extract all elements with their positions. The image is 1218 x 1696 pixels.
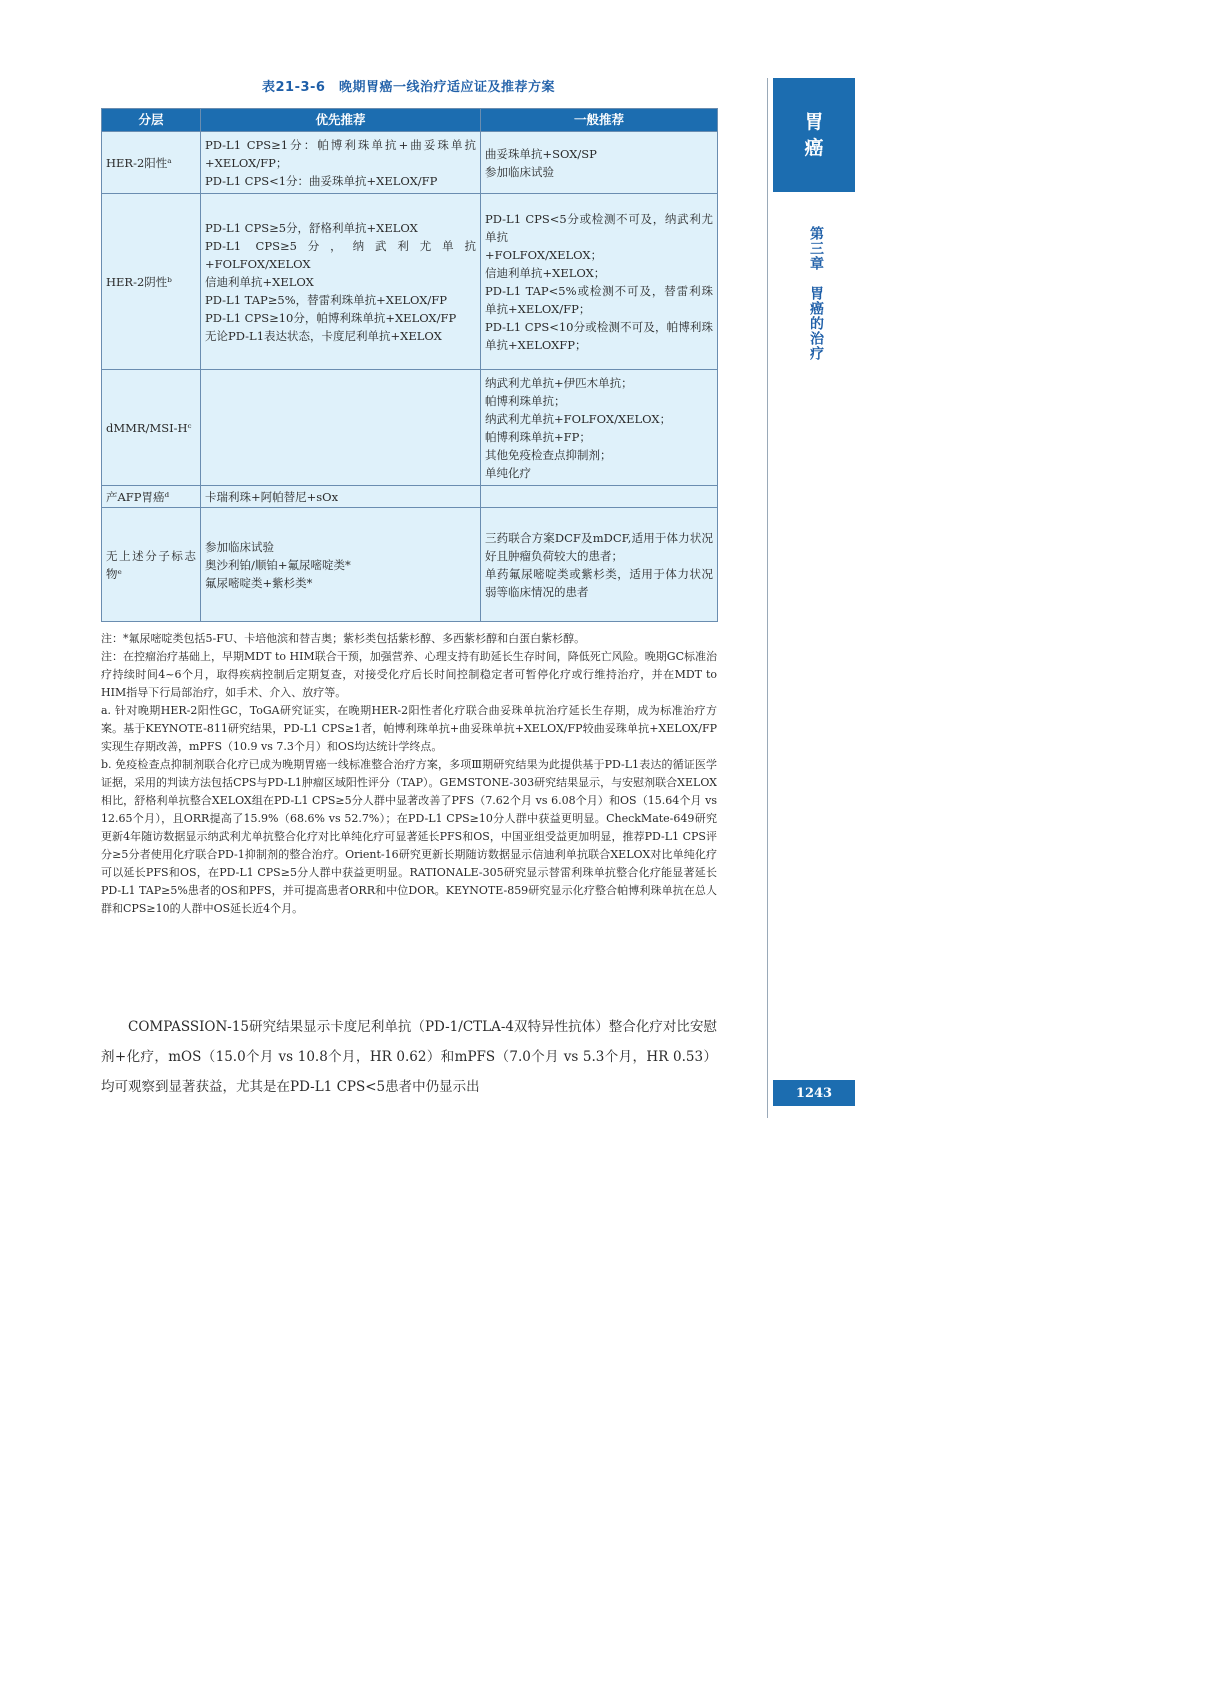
general-item: +FOLFOX/XELOX； [485, 247, 603, 262]
priority-item: PD-L1 CPS≥5分，舒格利单抗+XELOX [205, 220, 418, 235]
priority-item: 奥沙利铂/顺铂+氟尿嘧啶类* [205, 557, 351, 572]
general-cell [481, 132, 718, 194]
general-item: PD-L1 TAP<5%或检测不可及，替雷利珠单抗+XELOX/FP； [485, 283, 713, 316]
general-item: PD-L1 CPS<5分或检测不可及，纳武利尤单抗 [485, 211, 713, 244]
priority-item: PD-L1 CPS≥5分，纳武利尤单抗+FOLFOX/XELOX [205, 238, 476, 271]
recommendation-table [101, 108, 718, 622]
priority-item: 氟尿嘧啶类+紫杉类* [205, 575, 313, 590]
note-paragraph: 注：在控瘤治疗基础上，早期MDT to HIM联合干预，加强营养、心理支持有助延长生存时间，降低死亡风险。晚期GC标准治疗持续时间4~6个月，取得疾病控制后定期复查，对接受化疗后长时间控制稳定者可暂停化疗或行维持治疗，并在MDT to HIM指导下行局部治疗，如手术、介入、放疗等。 [101, 650, 717, 699]
general-cell [481, 194, 718, 370]
note-paragraph: 注：*氟尿嘧啶类包括5-FU、卡培他滨和替吉奥；紫杉类包括紫杉醇、多西紫杉醇和白蛋白紫杉醇。 [101, 632, 586, 645]
priority-item: PD-L1 CPS<1分：曲妥珠单抗+XELOX/FP [205, 173, 438, 188]
general-item: 单药氟尿嘧啶类或紫杉类，适用于体力状况弱等临床情况的患者 [485, 566, 713, 599]
priority-item: PD-L1 CPS≥10分，帕博利珠单抗+XELOX/FP [205, 310, 457, 325]
layer-cell: HER-2阳性ᵃ [102, 132, 201, 194]
table-row [102, 508, 718, 622]
table-title: 表21-3-6 晚期胃癌一线治疗适应证及推荐方案 [262, 80, 555, 95]
general-item: 曲妥珠单抗+SOX/SP [485, 146, 597, 161]
priority-cell [201, 486, 481, 508]
table-row [102, 486, 718, 508]
note-paragraph: b. 免疫检查点抑制剂联合化疗已成为晚期胃癌一线标准整合治疗方案，多项Ⅲ期研究结果为此提供基于PD-L1表达的循证医学证据，采用的判读方法包括CPS与PD-L1肿瘤区域阳性评分（TAP）。GEMSTONE-303研究结果显示，与安慰剂联合XELOX相比，舒格利单抗整合XELOX组在PD-L1 CPS≥5分人群中显著改善了PFS（7.62个月 vs 6.08个月）和OS（15.64个月 vs 12.65个月），且ORR提高了15.9%（68.6% vs 52.7%）；在PD-L1 CPS≥10分人群中获益更明显。CheckMate-649研究更新4年随访数据显示纳武利尤单抗整合化疗对比单纯化疗可显著延长PFS和OS，中国亚组受益更加明显，推荐PD-L1 CPS评分≥5分者使用化疗联合PD-1抑制剂的整合治疗。Orient-16研究更新长期随访数据显示信迪利单抗联合XELOX对比单纯化疗可以延长PFS和OS，在PD-L1 CPS≥5分人群中获益更明显。RATIONALE-305研究显示替雷利珠单抗整合化疗能显著延长PD-L1 TAP≥5%患者的OS和PFS，并可提高患者ORR和中位DOR。KEYNOTE-859研究显示化疗整合帕博利珠单抗在总人群和CPS≥10的人群中OS延长近4个月。 [101, 758, 717, 915]
general-item: 帕博利珠单抗； [485, 393, 566, 408]
priority-item: PD-L1 TAP≥5%，替雷利珠单抗+XELOX/FP [205, 292, 447, 307]
header-layer: 分层 [102, 109, 201, 132]
priority-cell [201, 508, 481, 622]
priority-cell [201, 194, 481, 370]
table-row [102, 132, 718, 194]
table-notes [101, 630, 717, 918]
table-row [102, 194, 718, 370]
priority-item: 参加临床试验 [205, 539, 274, 554]
priority-item: 无论PD-L1表达状态，卡度尼利单抗+XELOX [205, 328, 442, 343]
body-paragraph: COMPASSION-15研究结果显示卡度尼利单抗（PD-1/CTLA-4双特异性抗体）整合化疗对比安慰剂+化疗，mOS（15.0个月 vs 10.8个月，HR 0.62）和mPFS（7.0个月 vs 5.3个月，HR 0.53）均可观察到显著获益，尤其是在PD-L1 CPS<5患者中仍显示出 [101, 1019, 717, 1095]
general-cell [481, 508, 718, 622]
header-general: 一般推荐 [481, 109, 718, 132]
layer-cell: HER-2阴性ᵇ [102, 194, 201, 370]
general-cell [481, 370, 718, 486]
section-label: 第三章 胃癌的治疗 [808, 226, 824, 361]
table-header-row [102, 109, 718, 132]
body-text [101, 1012, 717, 1102]
general-item: 单纯化疗 [485, 465, 531, 480]
general-item: 其他免疫检查点抑制剂； [485, 447, 612, 462]
priority-cell [201, 132, 481, 194]
priority-item: 信迪利单抗+XELOX [205, 274, 314, 289]
layer-cell: 无上述分子标志物ᵉ [102, 508, 201, 622]
general-item: 三药联合方案DCF及mDCF,适用于体力状况好且肿瘤负荷较大的患者； [485, 530, 713, 563]
priority-item: PD-L1 CPS≥1分：帕博利珠单抗+曲妥珠单抗+XELOX/FP； [205, 137, 476, 170]
general-item: PD-L1 CPS<10分或检测不可及，帕博利珠单抗+XELOXFP； [485, 319, 713, 352]
chapter-tab [773, 78, 855, 192]
chapter-title-char: 胃 [804, 111, 824, 133]
general-item: 纳武利尤单抗+FOLFOX/XELOX； [485, 411, 672, 426]
table-row [102, 370, 718, 486]
general-item: 信迪利单抗+XELOX； [485, 265, 606, 280]
layer-cell: dMMR/MSI-Hᶜ [102, 370, 201, 486]
general-item: 纳武利尤单抗+伊匹木单抗； [485, 375, 633, 390]
priority-item: 卡瑞利珠+阿帕替尼+sOx [205, 489, 339, 504]
note-paragraph: a. 针对晚期HER-2阳性GC，ToGA研究证实，在晚期HER-2阳性者化疗联合曲妥珠单抗治疗延长生存期，成为标准治疗方案。基于KEYNOTE-811研究结果，PD-L1 CPS≥1者，帕博利珠单抗+曲妥珠单抗+XELOX/FP较曲妥珠单抗+XELOX/FP实现生存期改善，mPFS（10.9 vs 7.3个月）和OS均达统计学终点。 [101, 704, 717, 753]
layer-cell: 产AFP胃癌ᵈ [102, 486, 201, 508]
general-item: 参加临床试验 [485, 164, 554, 179]
priority-cell [201, 370, 481, 486]
chapter-title-char: 癌 [804, 137, 824, 159]
page-number: 1243 [773, 1080, 855, 1106]
sidebar-divider [767, 78, 768, 1118]
header-priority: 优先推荐 [201, 109, 481, 132]
general-item: 帕博利珠单抗+FP； [485, 429, 591, 444]
general-cell [481, 486, 718, 508]
